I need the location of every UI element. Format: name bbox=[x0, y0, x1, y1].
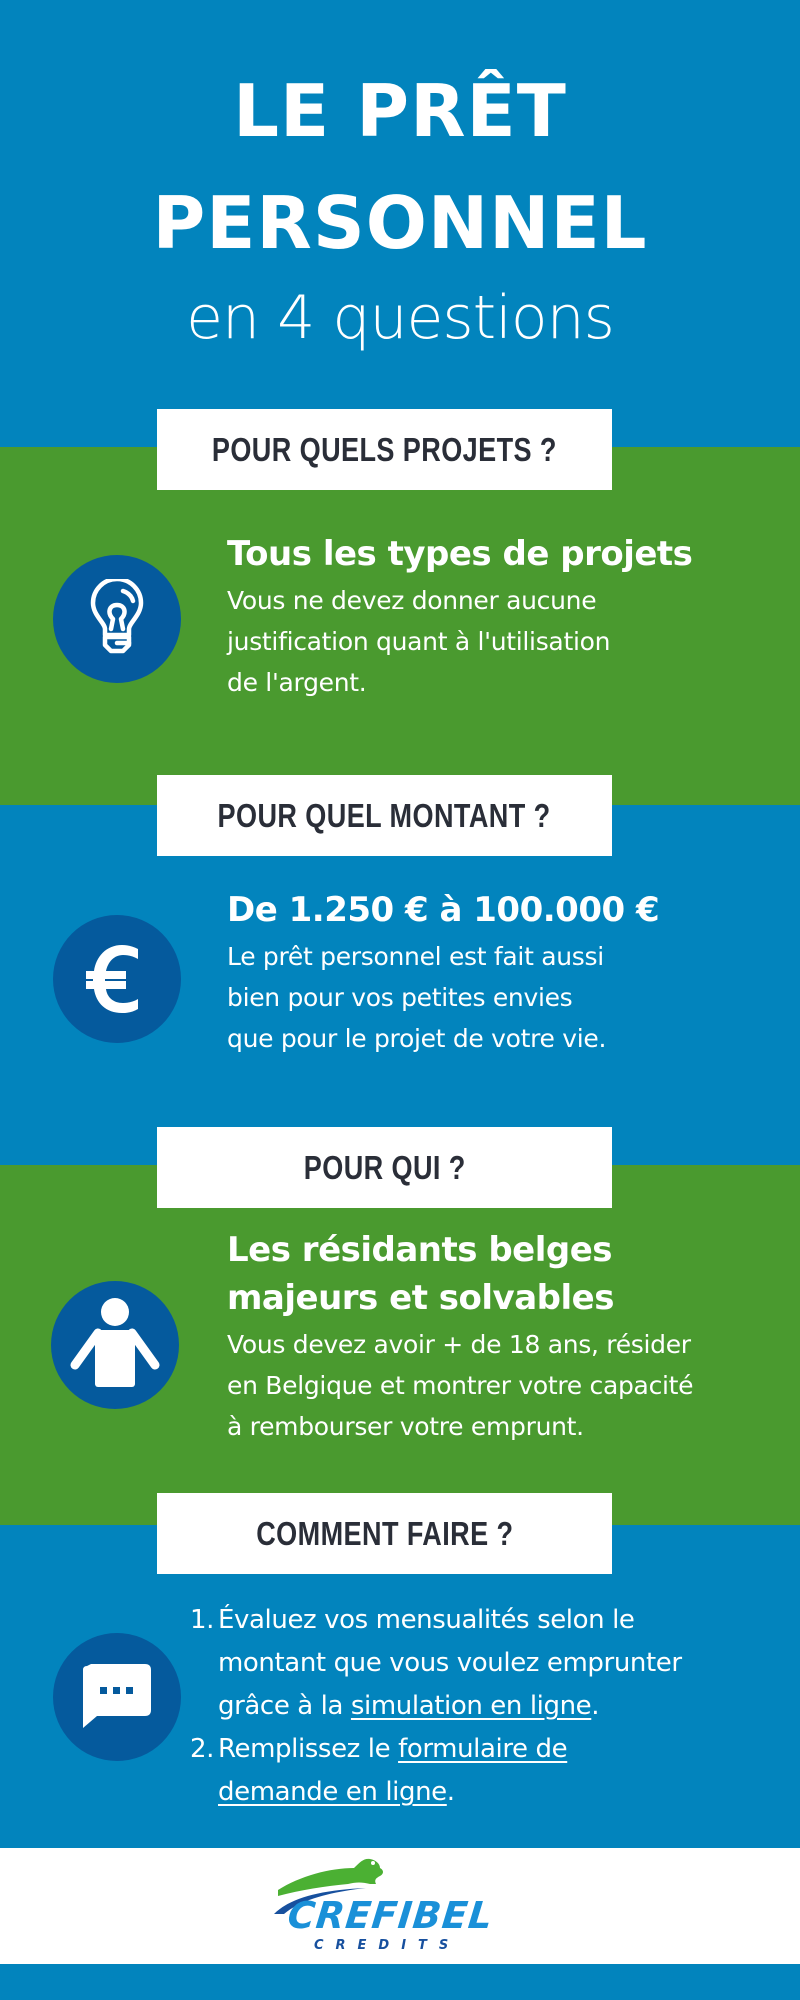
section-label-how bbox=[157, 1493, 612, 1574]
step-text-line: Évaluez vos mensualités selon le bbox=[218, 1605, 635, 1635]
page-title-line1: LE PRÊT bbox=[233, 69, 567, 153]
section-body bbox=[227, 1324, 767, 1447]
body-line: à rembourser votre emprunt. bbox=[227, 1412, 584, 1441]
person-icon bbox=[51, 1281, 179, 1409]
body-line: bien pour vos petites envies bbox=[227, 983, 573, 1012]
step-number: 2. bbox=[190, 1734, 215, 1764]
body-line: que pour le projet de votre vie. bbox=[227, 1024, 607, 1053]
simulation-link[interactable]: simulation en ligne bbox=[350, 1691, 592, 1721]
body-line: Vous ne devez donner aucune bbox=[227, 586, 597, 615]
section-who-content bbox=[227, 1226, 767, 1447]
section-label-projects bbox=[157, 409, 612, 490]
body-line: Le prêt personnel est fait aussi bbox=[227, 942, 604, 971]
step-text-line bbox=[218, 1771, 770, 1814]
footer-bottom-band bbox=[0, 1964, 800, 2000]
section-label-who bbox=[157, 1127, 612, 1208]
step-text: grâce à la bbox=[218, 1691, 351, 1721]
step-text-line: montant que vous voulez emprunter bbox=[218, 1648, 682, 1678]
body-line: de l'argent. bbox=[227, 668, 367, 697]
section-label-text: COMMENT FAIRE ? bbox=[255, 1514, 514, 1552]
step-text-line bbox=[218, 1728, 770, 1771]
application-form-link[interactable]: formulaire de bbox=[398, 1734, 568, 1764]
logo-wordmark: CREFIBEL bbox=[285, 1894, 496, 1937]
section-amount-content bbox=[227, 886, 767, 1059]
euro-icon bbox=[53, 915, 181, 1043]
crefibel-logo bbox=[270, 1856, 510, 1960]
step-text: . bbox=[591, 1691, 600, 1721]
step-text: Remplissez le bbox=[218, 1734, 399, 1764]
application-form-link[interactable]: demande en ligne bbox=[218, 1777, 447, 1807]
body-line: justification quant à l'utilisation bbox=[227, 627, 611, 656]
step-text: . bbox=[446, 1777, 455, 1807]
chat-bubble-icon bbox=[53, 1633, 181, 1761]
logo-subtitle: CREDITS bbox=[314, 1938, 461, 1953]
section-heading: De 1.250 € à 100.000 € bbox=[227, 890, 660, 930]
page-title-line2: PERSONNEL bbox=[152, 181, 648, 265]
section-label-amount bbox=[157, 775, 612, 856]
step-text-line bbox=[218, 1685, 770, 1728]
step-number: 1. bbox=[190, 1605, 215, 1635]
section-heading-line: Les résidants belges bbox=[227, 1230, 613, 1270]
section-heading-line: majeurs et solvables bbox=[227, 1278, 614, 1318]
section-heading: Tous les types de projets bbox=[227, 534, 693, 574]
section-label-text: POUR QUI ? bbox=[303, 1148, 466, 1186]
section-body bbox=[227, 936, 767, 1059]
step-item-1 bbox=[190, 1599, 770, 1728]
lightbulb-icon bbox=[53, 555, 181, 683]
step-item-2 bbox=[190, 1728, 770, 1814]
body-line: Vous devez avoir + de 18 ans, résider bbox=[227, 1330, 691, 1359]
section-label-text: POUR QUELS PROJETS ? bbox=[211, 430, 557, 468]
page-subtitle: en 4 questions bbox=[186, 283, 614, 353]
steps-list bbox=[190, 1599, 770, 1814]
section-label-text: POUR QUEL MONTANT ? bbox=[217, 796, 551, 834]
section-body bbox=[227, 580, 767, 703]
body-line: en Belgique et montrer votre capacité bbox=[227, 1371, 694, 1400]
section-projects-content bbox=[227, 530, 767, 703]
